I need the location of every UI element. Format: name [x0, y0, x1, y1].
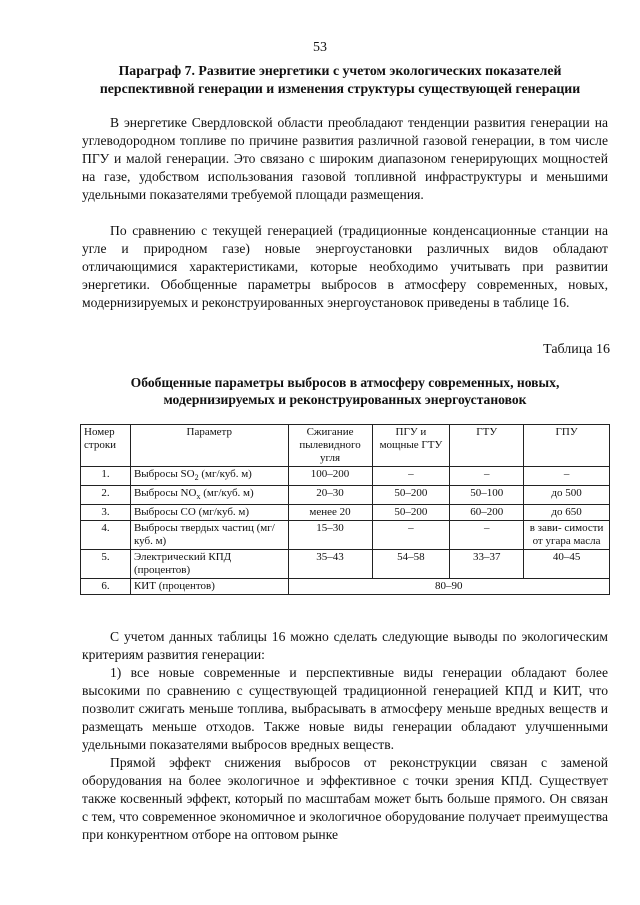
row-param: КИТ (процентов) [130, 579, 288, 595]
row-number: 3. [81, 505, 131, 521]
col-header-gtu: ГТУ [450, 425, 524, 467]
col-header-param: Параметр [130, 425, 288, 467]
cell-gpu: в зави- симости от угара масла [524, 521, 610, 550]
cell-gpu: – [524, 467, 610, 486]
table-row [81, 521, 610, 550]
table-row [81, 550, 610, 579]
cell-pgu: – [372, 467, 450, 486]
row-param: Выбросы $NO_x$ (мг/куб. м) [130, 486, 288, 505]
table-label: Таблица 16 [543, 342, 610, 357]
row-param: Выбросы твердых частиц (мг/куб. м) [130, 521, 288, 550]
table-row [81, 486, 610, 505]
row-number: 1. [81, 467, 131, 486]
cell-coal: 100–200 [288, 467, 372, 486]
row-param: Электрический КПД (процентов) [130, 550, 288, 579]
paragraph-4: 1) все новые современные и перспективные виды генерации обладают более высокими по сравнению с существующей традиционной генерацией КПД и КИТ, что позволит сжигать меньше топлива, выбрасывать в атмосферу меньше вредных веществ и размещать меньше отходов. Также новые виды генерации обладают улучшенными удельными показателями выбросов вредных веществ. [82, 665, 608, 752]
table-row [81, 505, 610, 521]
paragraph-1: В энергетике Свердловской области преобладают тенденции развития генерации на углеводородном топливе по причине развития различной газовой генерации, в том числе ПГУ и малой генерации. Это связано с широким диапазоном генерирующих мощностей на газе, удобством использования газовой топливной инфраструктуры и меньшими удельными показателями требуемой площади размещения. [82, 115, 608, 202]
cell-coal: менее 20 [288, 505, 372, 521]
cell-pgu: 50–200 [372, 486, 450, 505]
cell-gtu: 33–37 [450, 550, 524, 579]
paragraph-2: По сравнению с текущей генерацией (традиционные конденсационные станции на угле и природном газе) новые энергоустановки различных видов обладают отличающимися характеристиками, которые необходимо учитывать при развитии энергетики. Обобщенные параметры выбросов в атмосферу современных, новых, модернизируемых и реконструированных энергоустановок приведены в таблице 16. [82, 223, 608, 310]
cell-gtu: – [450, 467, 524, 486]
col-header-number: Номер строки [81, 425, 131, 467]
table-row [81, 467, 610, 486]
paragraph-3: С учетом данных таблицы 16 можно сделать следующие выводы по экологическим критериям развития генерации: [82, 629, 608, 662]
row-param: Выбросы $SO_2$ (мг/куб. м) [130, 467, 288, 486]
row-param: Выбросы CO (мг/куб. м) [130, 505, 288, 521]
page-number: 53 [313, 40, 327, 55]
cell-pgu: 54–58 [372, 550, 450, 579]
cell-gtu: 50–100 [450, 486, 524, 505]
row-number: 4. [81, 521, 131, 550]
col-header-gpu: ГПУ [524, 425, 610, 467]
cell-gpu: 40–45 [524, 550, 610, 579]
table-header-row [81, 425, 610, 467]
cell-coal: 20–30 [288, 486, 372, 505]
cell-gtu: 60–200 [450, 505, 524, 521]
section-heading: Параграф 7. Развитие энергетики с учетом экологических показателей перспективной генерации и изменения структуры существующей генерации [99, 63, 581, 96]
col-header-pgu: ПГУ и мощные ГТУ [372, 425, 450, 467]
row-number: 2. [81, 486, 131, 505]
cell-gtu: – [450, 521, 524, 550]
cell-pgu: – [372, 521, 450, 550]
cell-merged-value: 80–90 [288, 579, 609, 595]
row-number: 6. [81, 579, 131, 595]
cell-coal: 15–30 [288, 521, 372, 550]
cell-pgu: 50–200 [372, 505, 450, 521]
row-number: 5. [81, 550, 131, 579]
col-header-coal: Сжигание пылевидного угля [288, 425, 372, 467]
cell-gpu: до 650 [524, 505, 610, 521]
cell-gpu: до 500 [524, 486, 610, 505]
cell-coal: 35–43 [288, 550, 372, 579]
table-title: Обобщенные параметры выбросов в атмосферу современных, новых, модернизируемых и реконструированных энергоустановок [130, 375, 560, 407]
emissions-table [80, 424, 610, 595]
table-row [81, 579, 610, 595]
paragraph-5: Прямой эффект снижения выбросов от реконструкции связан с заменой оборудования на более экологичное и эффективное с точки зрения КПД. Существует также косвенный эффект, который по масштабам может быть больше прямого. Он связан с тем, что современное экономичное и экологичное оборудование получает преимущества при конкурентном отборе на оптовом рынке [82, 755, 608, 842]
